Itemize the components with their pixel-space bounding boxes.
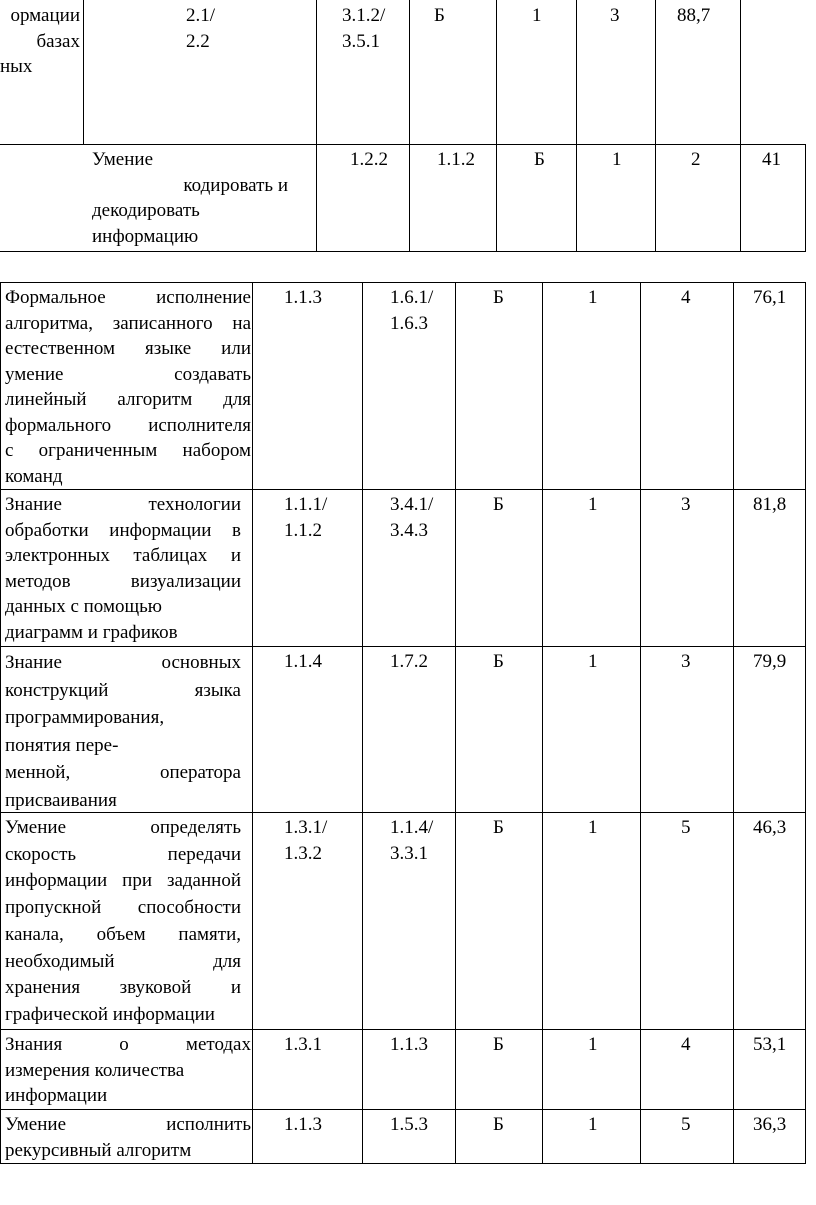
- points-cell: 1: [588, 817, 598, 838]
- column-divider: [362, 282, 363, 1164]
- code-cell: [342, 3, 385, 54]
- code-cell: [186, 3, 215, 54]
- column-divider: [409, 0, 410, 252]
- table-left-border: [0, 282, 1, 1164]
- description-line: формального исполнителя: [5, 414, 251, 436]
- points-cell: 1: [532, 5, 542, 26]
- code-cell: 1.1.3: [284, 1114, 322, 1135]
- code-cell: 1.2.2: [350, 149, 388, 170]
- description-line: Умение: [92, 149, 154, 170]
- description-line: декодировать: [92, 200, 200, 221]
- level-cell: Б: [534, 149, 545, 170]
- column-divider: [576, 0, 577, 252]
- description-line: присваивания: [5, 789, 117, 811]
- description-line: Формальное исполнение: [5, 287, 251, 308]
- description-line: с ограниченным набором: [5, 440, 251, 461]
- description-line: обработки информации в: [5, 519, 241, 541]
- code-cell: [284, 492, 327, 543]
- description-line: измерения количества: [5, 1059, 185, 1081]
- description-line: понятия пере-: [5, 734, 119, 756]
- task-description: [5, 1112, 251, 1163]
- table-right-border: [805, 144, 806, 252]
- column-divider: [496, 0, 497, 252]
- table-right-border: [805, 282, 806, 1164]
- description-line: информацию: [92, 225, 199, 247]
- code-cell: [390, 285, 433, 336]
- task-description: [5, 649, 241, 814]
- code-line: 3.3.1: [390, 842, 428, 864]
- percent-cell: 36,3: [753, 1114, 787, 1135]
- description-line: Знания о методах: [5, 1034, 251, 1055]
- row-divider: [0, 144, 806, 145]
- code-line: 1.6.3: [390, 312, 428, 334]
- level-cell: Б: [493, 494, 504, 515]
- task-description: [5, 815, 241, 1029]
- description-line: кодировать и: [183, 174, 288, 196]
- row-divider: [0, 1109, 806, 1110]
- percent-cell: 46,3: [753, 817, 787, 838]
- row-divider: [0, 646, 806, 647]
- description-line: рекурсивный алгоритм: [5, 1139, 192, 1161]
- row-divider: [0, 489, 806, 490]
- description-line: базах: [36, 30, 80, 52]
- column-divider: [455, 282, 456, 1164]
- description-line: необходимый для: [5, 950, 241, 972]
- code-cell: 1.3.1: [284, 1034, 322, 1055]
- column-divider: [740, 0, 741, 252]
- description-line: естественном языке или: [5, 338, 251, 359]
- table-bottom-border: [0, 251, 806, 252]
- description-line: Знание основных: [5, 652, 241, 673]
- code-cell: 1.1.4: [284, 651, 322, 672]
- column-divider: [83, 0, 84, 145]
- percent-cell: 53,1: [753, 1034, 787, 1055]
- percent-cell: 79,9: [753, 651, 787, 672]
- points-cell: 1: [588, 1034, 598, 1055]
- description-line: информации при заданной: [5, 870, 241, 892]
- column-divider: [542, 282, 543, 1164]
- description-line: графической информации: [5, 1003, 215, 1025]
- task-description: [92, 147, 288, 249]
- code-cell: 1.7.2: [390, 651, 428, 672]
- code-cell: [390, 492, 433, 543]
- description-line: линейный алгоритм для: [5, 389, 251, 410]
- task-description: [5, 492, 241, 645]
- points-cell: 1: [588, 287, 598, 308]
- task-description: [5, 1032, 251, 1109]
- description-line: умение создавать: [5, 363, 251, 385]
- time-cell: 5: [681, 817, 691, 838]
- column-divider: [733, 282, 734, 1164]
- code-line: 1.1.4/: [390, 817, 434, 838]
- code-cell: 1.1.2: [437, 149, 475, 170]
- row-divider: [0, 1029, 806, 1030]
- code-cell: [390, 815, 433, 866]
- description-line: менной, оператора: [5, 762, 241, 783]
- time-cell: 3: [610, 5, 620, 26]
- description-line: конструкций языка: [5, 679, 241, 701]
- task-description: [0, 3, 80, 80]
- description-line: канала, объем памяти,: [5, 923, 241, 945]
- code-line: 2.2: [186, 30, 210, 52]
- table-top-border: [0, 282, 806, 283]
- percent-cell: 88,7: [677, 5, 711, 26]
- level-cell: Б: [434, 5, 445, 26]
- description-line: ных: [0, 56, 33, 77]
- code-line: 1.6.1/: [390, 287, 434, 308]
- column-divider: [252, 282, 253, 1164]
- column-divider: [655, 0, 656, 252]
- column-divider: [316, 0, 317, 252]
- description-line: скорость передачи: [5, 843, 241, 865]
- time-cell: 5: [681, 1114, 691, 1135]
- code-line: 3.5.1: [342, 30, 380, 52]
- time-cell: 4: [681, 287, 691, 308]
- code-cell: 1.1.3: [284, 287, 322, 308]
- description-line: информации: [5, 1085, 108, 1106]
- code-cell: 1.1.3: [390, 1034, 428, 1055]
- time-cell: 3: [681, 494, 691, 515]
- code-line: 1.1.2: [284, 519, 322, 541]
- code-cell: 1.5.3: [390, 1114, 428, 1135]
- description-line: команд: [5, 465, 63, 487]
- code-line: 3.4.1/: [390, 494, 434, 515]
- code-line: 3.4.3: [390, 519, 428, 541]
- description-line: пропускной способности: [5, 897, 241, 919]
- level-cell: Б: [493, 287, 504, 308]
- table-bottom-border: [0, 1163, 806, 1164]
- code-line: 1.1.1/: [284, 494, 328, 515]
- code-line: 2.1/: [186, 5, 216, 26]
- points-cell: 1: [612, 149, 622, 170]
- description-line: Умение определять: [5, 817, 241, 838]
- level-cell: Б: [493, 1034, 504, 1055]
- code-line: 3.1.2/: [342, 5, 386, 26]
- description-line: диаграмм и графиков: [5, 621, 178, 643]
- code-cell: [284, 815, 327, 866]
- percent-cell: 81,8: [753, 494, 787, 515]
- column-divider: [640, 282, 641, 1164]
- points-cell: 1: [588, 1114, 598, 1135]
- description-line: алгоритма, записанного на: [5, 312, 251, 334]
- points-cell: 1: [588, 494, 598, 515]
- points-cell: 1: [588, 651, 598, 672]
- description-line: программирования,: [5, 707, 165, 728]
- description-line: хранения звуковой и: [5, 977, 241, 999]
- description-line: ормации: [10, 5, 80, 26]
- description-line: методов визуализации: [5, 570, 241, 592]
- level-cell: Б: [493, 651, 504, 672]
- time-cell: 4: [681, 1034, 691, 1055]
- description-line: данных с помощью: [5, 596, 162, 617]
- time-cell: 3: [681, 651, 691, 672]
- code-line: 1.3.1/: [284, 817, 328, 838]
- percent-cell: 76,1: [753, 287, 787, 308]
- level-cell: Б: [493, 817, 504, 838]
- level-cell: Б: [493, 1114, 504, 1135]
- time-cell: 2: [691, 149, 701, 170]
- task-description: [5, 285, 251, 489]
- description-line: Знание технологии: [5, 494, 241, 515]
- percent-cell: 41: [762, 149, 781, 170]
- code-line: 1.3.2: [284, 842, 322, 864]
- description-line: электронных таблицах и: [5, 545, 241, 566]
- description-line: Умение исполнить: [5, 1114, 251, 1135]
